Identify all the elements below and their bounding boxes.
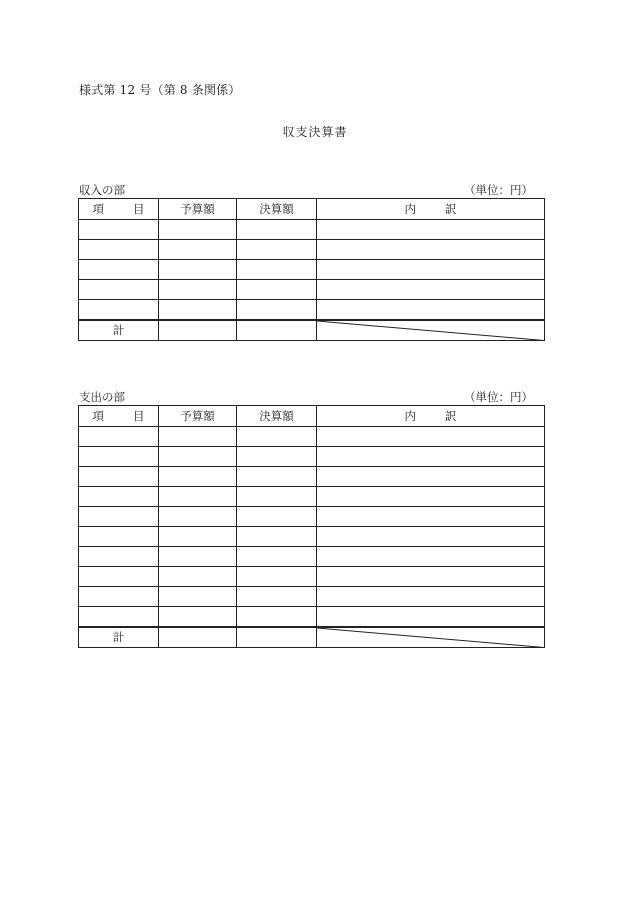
expense-table-row [79,547,545,567]
expense-item-cell[interactable] [79,527,159,547]
expense-budget-cell[interactable] [159,427,237,447]
expense-unit-label: （単位：円） [464,390,533,404]
expense-total-budget-cell[interactable] [159,627,237,648]
income-budget-cell[interactable] [159,300,237,320]
income-item-cell[interactable] [79,260,159,280]
income-budget-cell[interactable] [159,260,237,280]
income-detail-cell[interactable] [317,260,545,280]
income-settled-cell[interactable] [237,260,317,280]
income-table-row [79,280,545,300]
expense-detail-cell[interactable] [317,487,545,507]
expense-table-row [79,467,545,487]
expense-total-detail-struck [317,627,545,648]
expense-budget-cell[interactable] [159,547,237,567]
expense-total-label: 計 [79,627,159,648]
income-header-row [79,199,545,220]
column-header-detail: 内 訳 [317,199,545,220]
income-budget-cell[interactable] [159,220,237,240]
income-settled-cell[interactable] [237,240,317,260]
expense-detail-cell[interactable] [317,467,545,487]
income-budget-cell[interactable] [159,280,237,300]
expense-budget-cell[interactable] [159,507,237,527]
income-total-budget-cell[interactable] [159,320,237,341]
income-detail-cell[interactable] [317,300,545,320]
expense-table-row [79,427,545,447]
expense-settled-cell[interactable] [237,527,317,547]
expense-header-row [79,406,545,427]
expense-settled-cell[interactable] [237,607,317,627]
expense-settled-cell[interactable] [237,587,317,607]
expense-detail-cell[interactable] [317,587,545,607]
income-detail-cell[interactable] [317,220,545,240]
diagonal-strike-line [317,628,544,648]
expense-budget-cell[interactable] [159,467,237,487]
expense-detail-cell[interactable] [317,427,545,447]
income-total-settled-cell[interactable] [237,320,317,341]
expense-detail-cell[interactable] [317,607,545,627]
expense-table-row [79,567,545,587]
expense-budget-cell[interactable] [159,447,237,467]
expense-table-row [79,527,545,547]
income-settled-cell[interactable] [237,300,317,320]
expense-table-row [79,507,545,527]
income-budget-cell[interactable] [159,240,237,260]
column-header-settled: 決算額 [237,199,317,220]
expense-item-cell[interactable] [79,607,159,627]
expense-detail-cell[interactable] [317,527,545,547]
income-item-cell[interactable] [79,300,159,320]
column-header-budget: 予算額 [159,406,237,427]
expense-item-cell[interactable] [79,507,159,527]
expense-item-cell[interactable] [79,547,159,567]
expense-detail-cell[interactable] [317,507,545,527]
form-number: 様式第 12 号（第 8 条関係） [79,83,241,97]
expense-table-row [79,607,545,627]
income-table-row [79,260,545,280]
income-item-cell[interactable] [79,280,159,300]
expense-settled-cell[interactable] [237,547,317,567]
expense-budget-cell[interactable] [159,587,237,607]
column-header-settled: 決算額 [237,406,317,427]
expense-table-row [79,587,545,607]
expense-item-cell[interactable] [79,587,159,607]
income-section-caption: 収入の部 [79,183,125,197]
expense-total-settled-cell[interactable] [237,627,317,648]
income-table-row [79,240,545,260]
expense-item-cell[interactable] [79,467,159,487]
income-total-label: 計 [79,320,159,341]
expense-table-row [79,447,545,467]
expense-section-caption: 支出の部 [79,390,125,404]
income-detail-cell[interactable] [317,240,545,260]
expense-table [78,405,545,648]
expense-detail-cell[interactable] [317,447,545,467]
expense-settled-cell[interactable] [237,487,317,507]
expense-item-cell[interactable] [79,567,159,587]
income-settled-cell[interactable] [237,220,317,240]
income-table-row [79,220,545,240]
column-header-item: 項 目 [79,406,159,427]
column-header-item: 項 目 [79,199,159,220]
expense-budget-cell[interactable] [159,567,237,587]
income-total-detail-struck [317,320,545,341]
expense-budget-cell[interactable] [159,607,237,627]
expense-item-cell[interactable] [79,427,159,447]
income-item-cell[interactable] [79,240,159,260]
income-item-cell[interactable] [79,220,159,240]
expense-settled-cell[interactable] [237,507,317,527]
expense-budget-cell[interactable] [159,487,237,507]
expense-settled-cell[interactable] [237,567,317,587]
expense-total-row [79,627,545,648]
expense-detail-cell[interactable] [317,547,545,567]
income-settled-cell[interactable] [237,280,317,300]
document-title: 収支決算書 [282,125,348,139]
expense-settled-cell[interactable] [237,467,317,487]
column-header-budget: 予算額 [159,199,237,220]
expense-item-cell[interactable] [79,487,159,507]
income-unit-label: （単位：円） [464,183,533,197]
income-table-row [79,300,545,320]
income-total-row [79,320,545,341]
expense-settled-cell[interactable] [237,427,317,447]
expense-budget-cell[interactable] [159,527,237,547]
income-detail-cell[interactable] [317,280,545,300]
column-header-detail: 内 訳 [317,406,545,427]
income-table [78,198,545,341]
diagonal-strike-line [317,321,544,341]
expense-settled-cell[interactable] [237,447,317,467]
expense-table-row [79,487,545,507]
expense-detail-cell[interactable] [317,567,545,587]
expense-item-cell[interactable] [79,447,159,467]
